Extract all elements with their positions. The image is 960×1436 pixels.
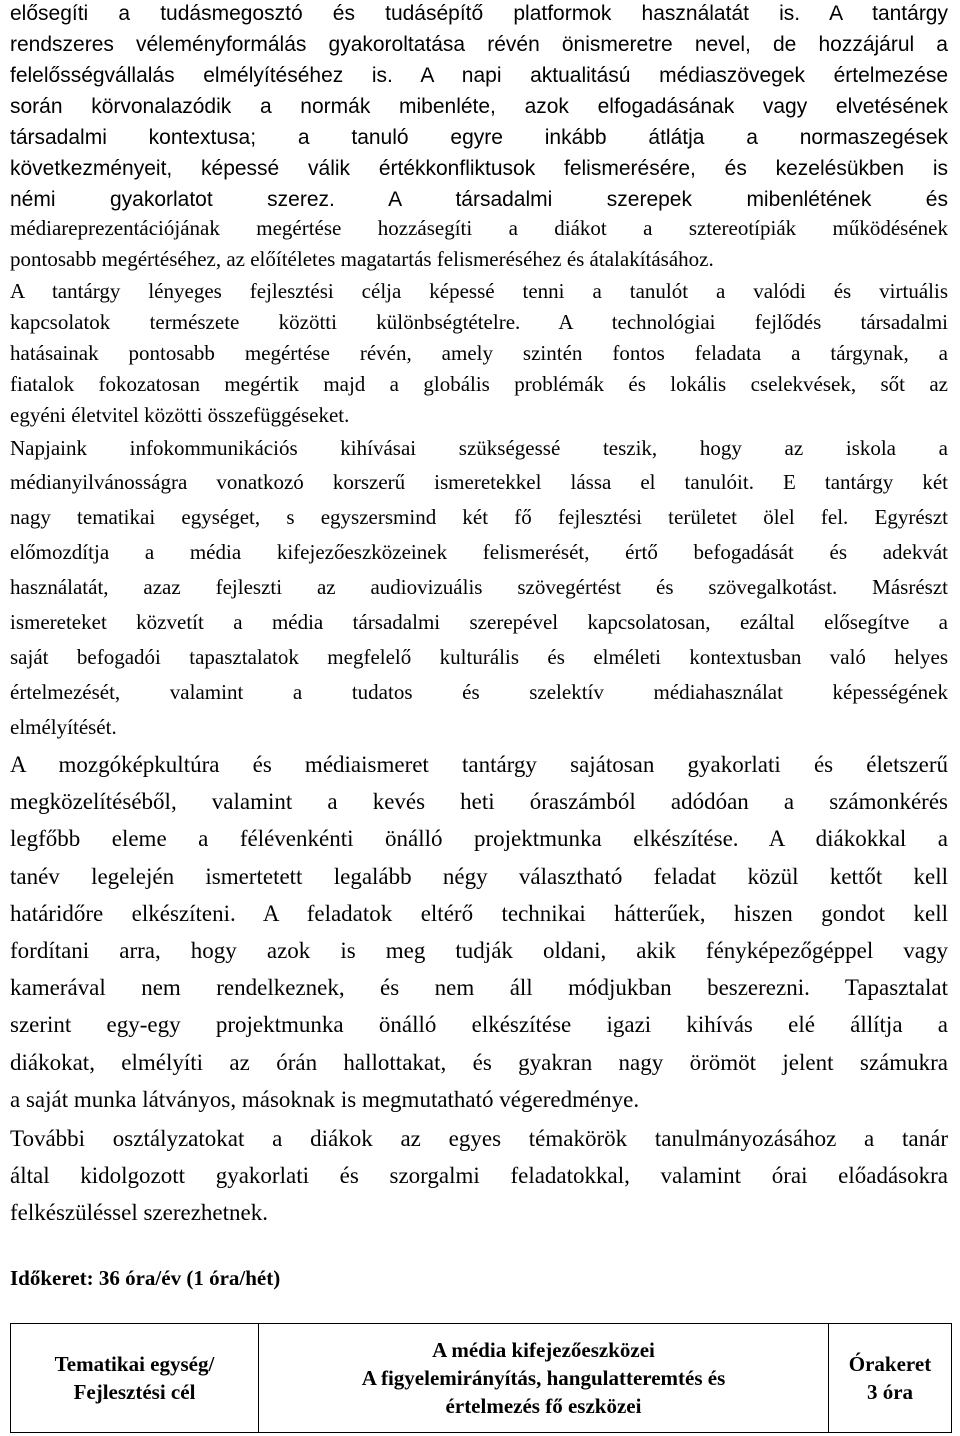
text-line: fordítani arra, hogy azok is meg tudják oldani, akik fényképezőgéppel vagy [10,938,948,963]
text-line: hatásainak pontosabb megértése révén, amely szintén fontos feladata a tárgynak, a [10,341,948,365]
cell-text: A figyelemirányítás, hangulatteremtés és [361,1366,726,1390]
cell-text: 3 óra [866,1380,914,1404]
text-line: pontosabb megértéséhez, az előítéletes magatartás felismeréséhez és átalakításához. [10,247,714,271]
text-line: rendszeres véleményformálás gyakoroltatása révén önismeretre nevel, de hozzájárul a [10,33,948,56]
text-line: Napjaink infokommunikációs kihívásai szükségessé teszik, hogy az iskola a [10,436,948,460]
text-line: elősegíti a tudásmegosztó és tudásépítő platformok használatát is. A tantárgy [10,2,948,25]
text-line: határidőre elkészíteni. A feladatok eltérő technikai hátterűek, hiszen gondot kell [10,901,948,926]
cell-text: értelmezés fő eszközei [445,1394,642,1418]
text-line: elmélyítését. [10,715,117,739]
text-line: némi gyakorlatot szerez. A társadalmi szerepek mibenlétének és [10,188,948,211]
text-line: szerint egy-egy projektmunka önálló elkészítése igazi kihívás elé állítja a [10,1012,948,1037]
text-line: saját befogadói tapasztalatok megfelelő kulturális és elméleti kontextusban való helyes [10,645,948,669]
text-line: következményeit, képessé válik értékkonfliktusok felismerésére, és kezelésükben is [10,157,948,180]
text-line: kapcsolatok természete közötti különbségtételre. A technológiai fejlődés társadalmi [10,310,948,334]
timeframe-heading: Időkeret: 36 óra/év (1 óra/hét) [10,1266,281,1290]
table-cell-hours [828,1324,951,1432]
table-header-thematic-unit [11,1324,258,1432]
text-line: során körvonalazódik a normák mibenléte, azok elfogadásának vagy elvetésének [10,95,948,118]
text-line: által kidolgozott gyakorlati és szorgalmi feladatokkal, valamint órai előadásokra [10,1163,948,1188]
text-line: nagy tematikai egységet, s egyszersmind két fő fejlesztési területet ölel fel. Egyrészt [10,505,948,529]
table-cell-unit-title [258,1324,828,1432]
text-line: használatát, azaz fejleszti az audiovizuális szövegértést és szövegalkotást. Másrészt [10,575,948,599]
text-line: tanév legelején ismertetett legalább négy választható feladat közül kettőt kell [10,864,948,889]
text-line: értelmezését, valamint a tudatos és szelektív médiahasználat képességének [10,680,948,704]
text-line: a saját munka látványos, másoknak is megmutatható végeredménye. [10,1087,640,1112]
text-line: előmozdítja a média kifejezőeszközeinek felismerését, értő befogadását és adekvát [10,540,948,564]
text-line: fiatalok fokozatosan megértik majd a globális problémák és lokális cselekvések, sőt az [10,372,948,396]
cell-text: A média kifejezőeszközei [432,1338,655,1362]
cell-text: Tematikai egység/ [54,1352,215,1376]
text-line: médiareprezentációjának megértése hozzásegíti a diákot a sztereotípiák működésének [10,216,948,240]
text-line: További osztályzatokat a diákok az egyes témakörök tanulmányozásához a tanár [10,1126,948,1151]
text-line: A mozgóképkultúra és médiaismeret tantárgy sajátosan gyakorlati és életszerű [10,752,948,777]
text-line: kamerával nem rendelkeznek, és nem áll módjukban beszerezni. Tapasztalat [10,975,948,1000]
text-line: médianyilvánosságra vonatkozó korszerű ismeretekkel lássa el tanulóit. E tantárgy két [10,470,948,494]
text-line: felelősségvállalás elmélyítéséhez is. A napi aktualitású médiaszövegek értelmezése [10,64,948,87]
text-line: ismereteket közvetít a média társadalmi szerepével kapcsolatosan, ezáltal elősegítve a [10,610,948,634]
text-line: megközelítéséből, valamint a kevés heti óraszámból adódóan a számonkérés [10,789,948,814]
text-line: felkészüléssel szerezhetnek. [10,1200,268,1225]
cell-text: Órakeret [848,1352,932,1376]
text-line: A tantárgy lényeges fejlesztési célja képessé tenni a tanulót a valódi és virtuális [10,279,948,303]
text-line: diákokat, elmélyíti az órán hallottakat, és gyakran nagy örömöt jelent számukra [10,1050,948,1075]
text-line: egyéni életvitel közötti összefüggéseket. [10,403,350,427]
text-line: társadalmi kontextusa; a tanuló egyre inkább átlátja a normaszegések [10,126,948,149]
cell-text: Fejlesztési cél [73,1380,196,1404]
thematic-unit-table [10,1323,952,1433]
text-line: legfőbb eleme a félévenkénti önálló projektmunka elkészítése. A diákokkal a [10,826,948,851]
